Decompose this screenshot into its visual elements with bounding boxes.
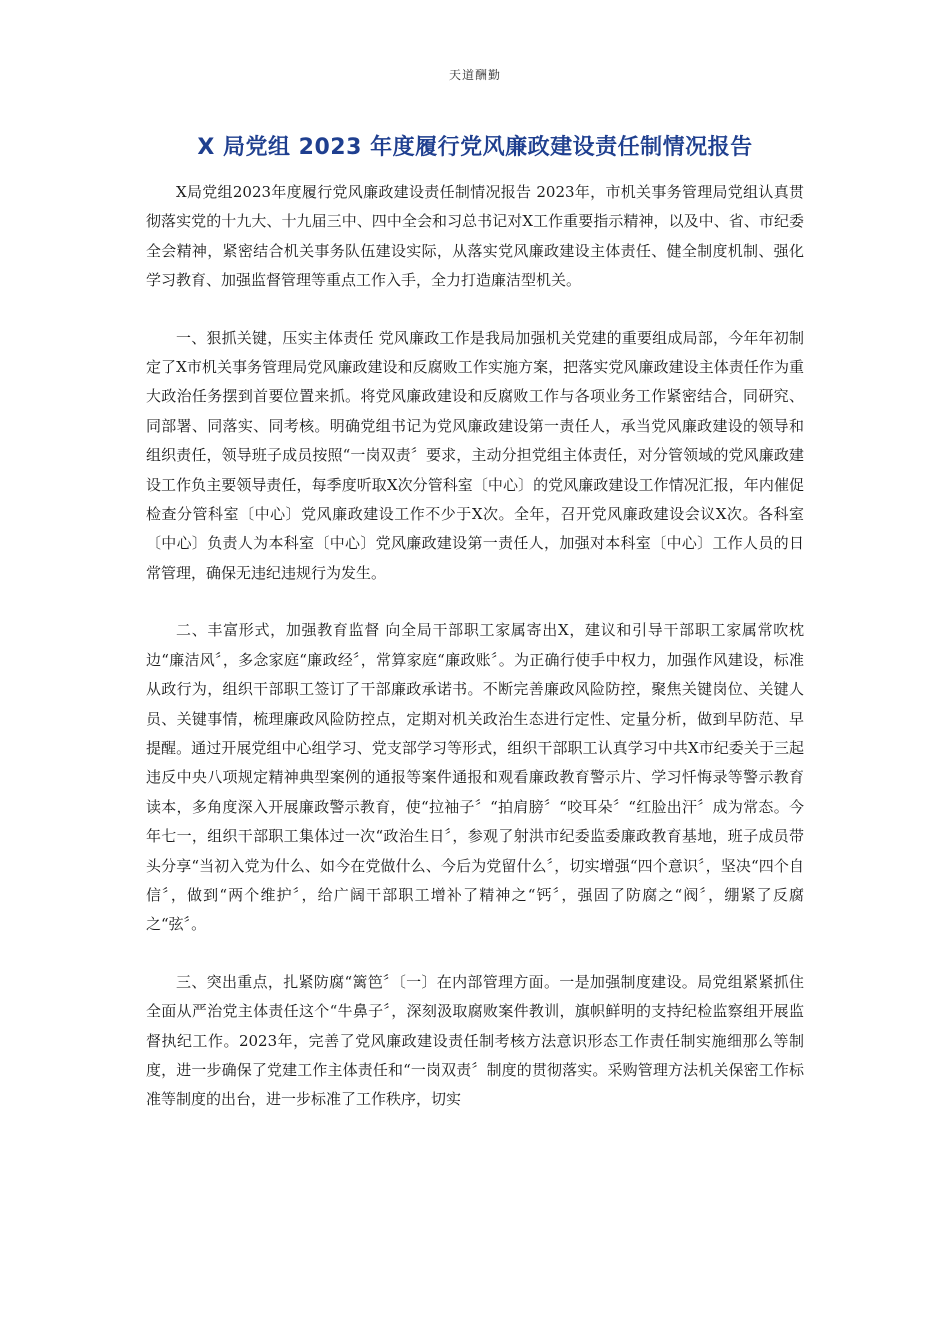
paragraph-section-3: 三、突出重点，扎紧防腐“篱笆〞〔一〕在内部管理方面。一是加强制度建设。局党组紧紧抓住全面从严治党主体责任这个“牛鼻子〞，深刻汲取腐败案件教训，旗帜鲜明的支持纪检监察组开展监督执纪工作。2023年，完善了党风廉政建设责任制考核方法意识形态工作责任制实施细那么等制度，进一步确保了党建工作主体责任和“一岗双责〞制度的贯彻落实。采购管理方法机关保密工作标准等制度的出台，进一步标准了工作秩序，切实 (146, 972, 804, 1109)
paragraph-intro: X局党组2023年度履行党风廉政建设责任制情况报告 2023年，市机关事务管理局党组认真贯彻落实党的十九大、十九届三中、四中全会和习总书记对X工作重要指示精神，以及中、省、市纪委全会精神，紧密结合机关事务队伍建设实际，从落实党风廉政建设主体责任、健全制度机制、强化学习教育、加强监督管理等重点工作入手，全力打造廉洁型机关。 (146, 183, 804, 290)
page-header: 天道酬勤 (448, 68, 501, 82)
document-title: X 局党组 2023 年度履行党风廉政建设责任制情况报告 (197, 135, 753, 160)
paragraph-section-2: 二、丰富形式，加强教育监督 向全局干部职工家属寄出X，建议和引导干部职工家属常吹枕边“廉洁风〞，多念家庭“廉政经〞，常算家庭“廉政账〞。为正确行使手中权力，加强作风建设，标准从政行为，组织干部职工签订了干部廉政承诺书。不断完善廉政风险防控，聚焦关键岗位、关键人员、关键事情，梳理廉政风险防控点，定期对机关政治生态进行定性、定量分析，做到早防范、早提醒。通过开展党组中心组学习、党支部学习等形式，组织干部职工认真学习中共X市纪委关于三起违反中央八项规定精神典型案例的通报等案件通报和观看廉政教育警示片、学习忏悔录等警示教育读本，多角度深入开展廉政警示教育，使“拉袖子〞“拍肩膀〞“咬耳朵〞“红脸出汗〞成为常态。今年七一，组织干部职工集体过一次“政治生日〞，参观了射洪市纪委监委廉政教育基地，班子成员带头分享“当初入党为什么、如今在党做什么、今后为党留什么〞，切实增强“四个意识〞，坚决“四个自信〞，做到“两个维护〞，给广阔干部职工增补了精神之“钙〞，强固了防腐之“阀〞，绷紧了反腐之“弦〞。 (146, 621, 804, 934)
document-body (146, 178, 804, 1344)
paragraph-section-1: 一、狠抓关键，压实主体责任 党风廉政工作是我局加强机关党建的重要组成局部，今年年初制定了X市机关事务管理局党风廉政建设和反腐败工作实施方案，把落实党风廉政建设主体责任作为重大政治任务摆到首要位置来抓。将党风廉政建设和反腐败工作与各项业务工作紧密结合，同研究、同部署、同落实、同考核。明确党组书记为党风廉政建设第一责任人，承当党风廉政建设的领导和组织责任，领导班子成员按照“一岗双责〞要求，主动分担党组主体责任，对分管领域的党风廉政建设工作负主要领导责任，每季度听取X次分管科室〔中心〕的党风廉政建设工作情况汇报，年内催促检查分管科室〔中心〕党风廉政建设工作不少于X次。全年，召开党风廉政建设会议X次。各科室〔中心〕负责人为本科室〔中心〕党风廉政建设第一责任人，加强对本科室〔中心〕工作人员的日常管理，确保无违纪违规行为发生。 (146, 328, 804, 582)
